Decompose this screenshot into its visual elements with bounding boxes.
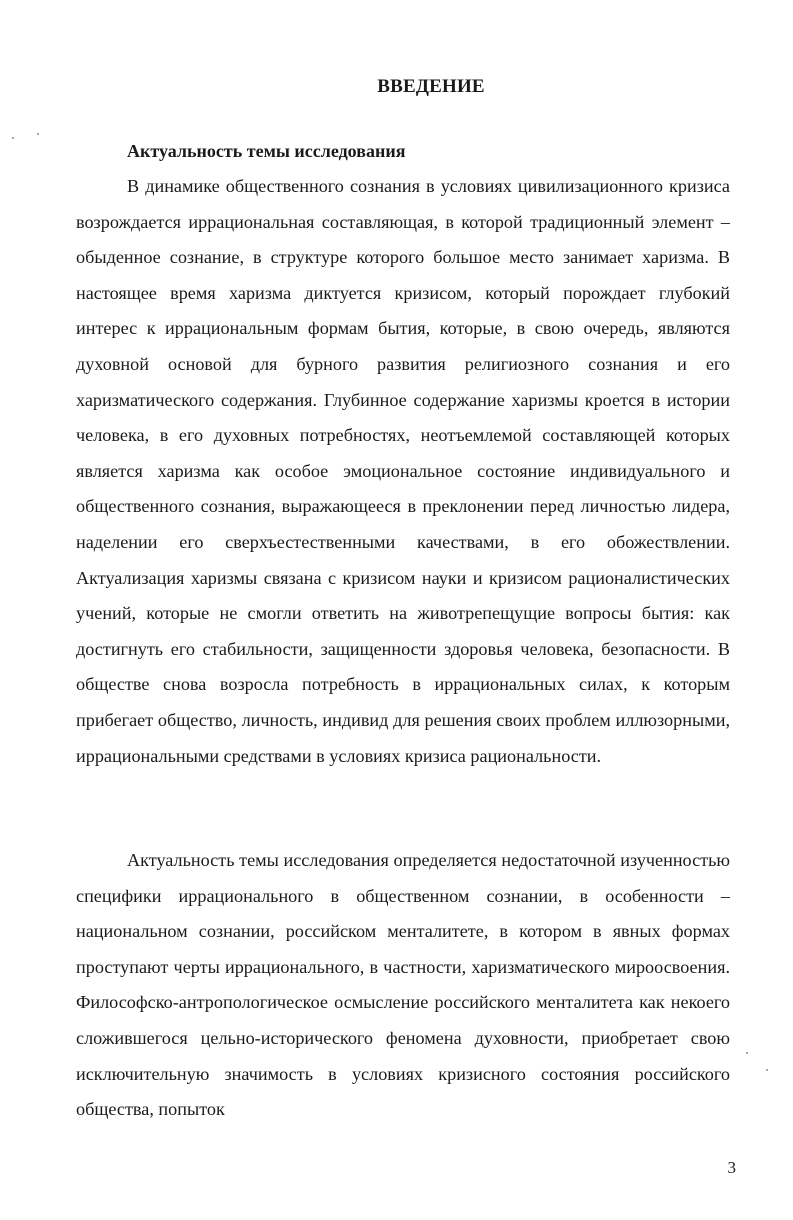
section-heading: Актуальность темы исследования [127,141,406,161]
scan-speck [746,1052,748,1054]
scan-speck [12,137,14,139]
paragraph-2: Актуальность темы исследования определяется недостаточной изученностью специфики иррационального в общественном сознании, в особенности – национальном сознании, российском менталитете, в котором в явных формах проступают черты иррационального, в частности, харизматического мироосвоения. Философско-антропологическое осмысление российского менталитета как некоего сложившегося цельно-исторического феномена духовности, приобретает свою исключительную значимость в условиях кризисного состояния российского общества, попыток [76,850,730,1120]
page-number: 3 [727,1158,736,1177]
scan-speck [766,1069,768,1071]
page-title: ВВЕДЕНИЕ [377,76,485,97]
paragraph-1: В динамике общественного сознания в условиях цивилизационного кризиса возрождается иррациональная составляющая, в которой традиционный элемент – обыденное сознание, в структуре которого большое место занимает харизма. В настоящее время харизма диктуется кризисом, который порождает глубокий интерес к иррациональным формам бытия, которые, в свою очередь, являются духовной основой для бурного развития религиозного сознания и его харизматического содержания. Глубинное содержание харизмы кроется в истории человека, в его духовных потребностях, неотъемлемой составляющей которых является харизма как особое эмоциональное состояние индивидуального и общественного сознания, выражающееся в преклонении перед личностью лидера, наделении его сверхъестественными качествами, в его обожествлении. Актуализация харизмы связана с кризисом науки и кризисом рационалистических учений, которые не смогли ответить на животрепещущие вопросы бытия: как достигнуть его стабильности, защищенности здоровья человека, безопасности. В обществе снова возросла потребность в иррациональных силах, к которым прибегает общество, личность, индивид для решения своих проблем иллюзорными, иррациональными средствами в условиях кризиса рациональности. [76,176,730,766]
scan-speck [37,133,39,135]
